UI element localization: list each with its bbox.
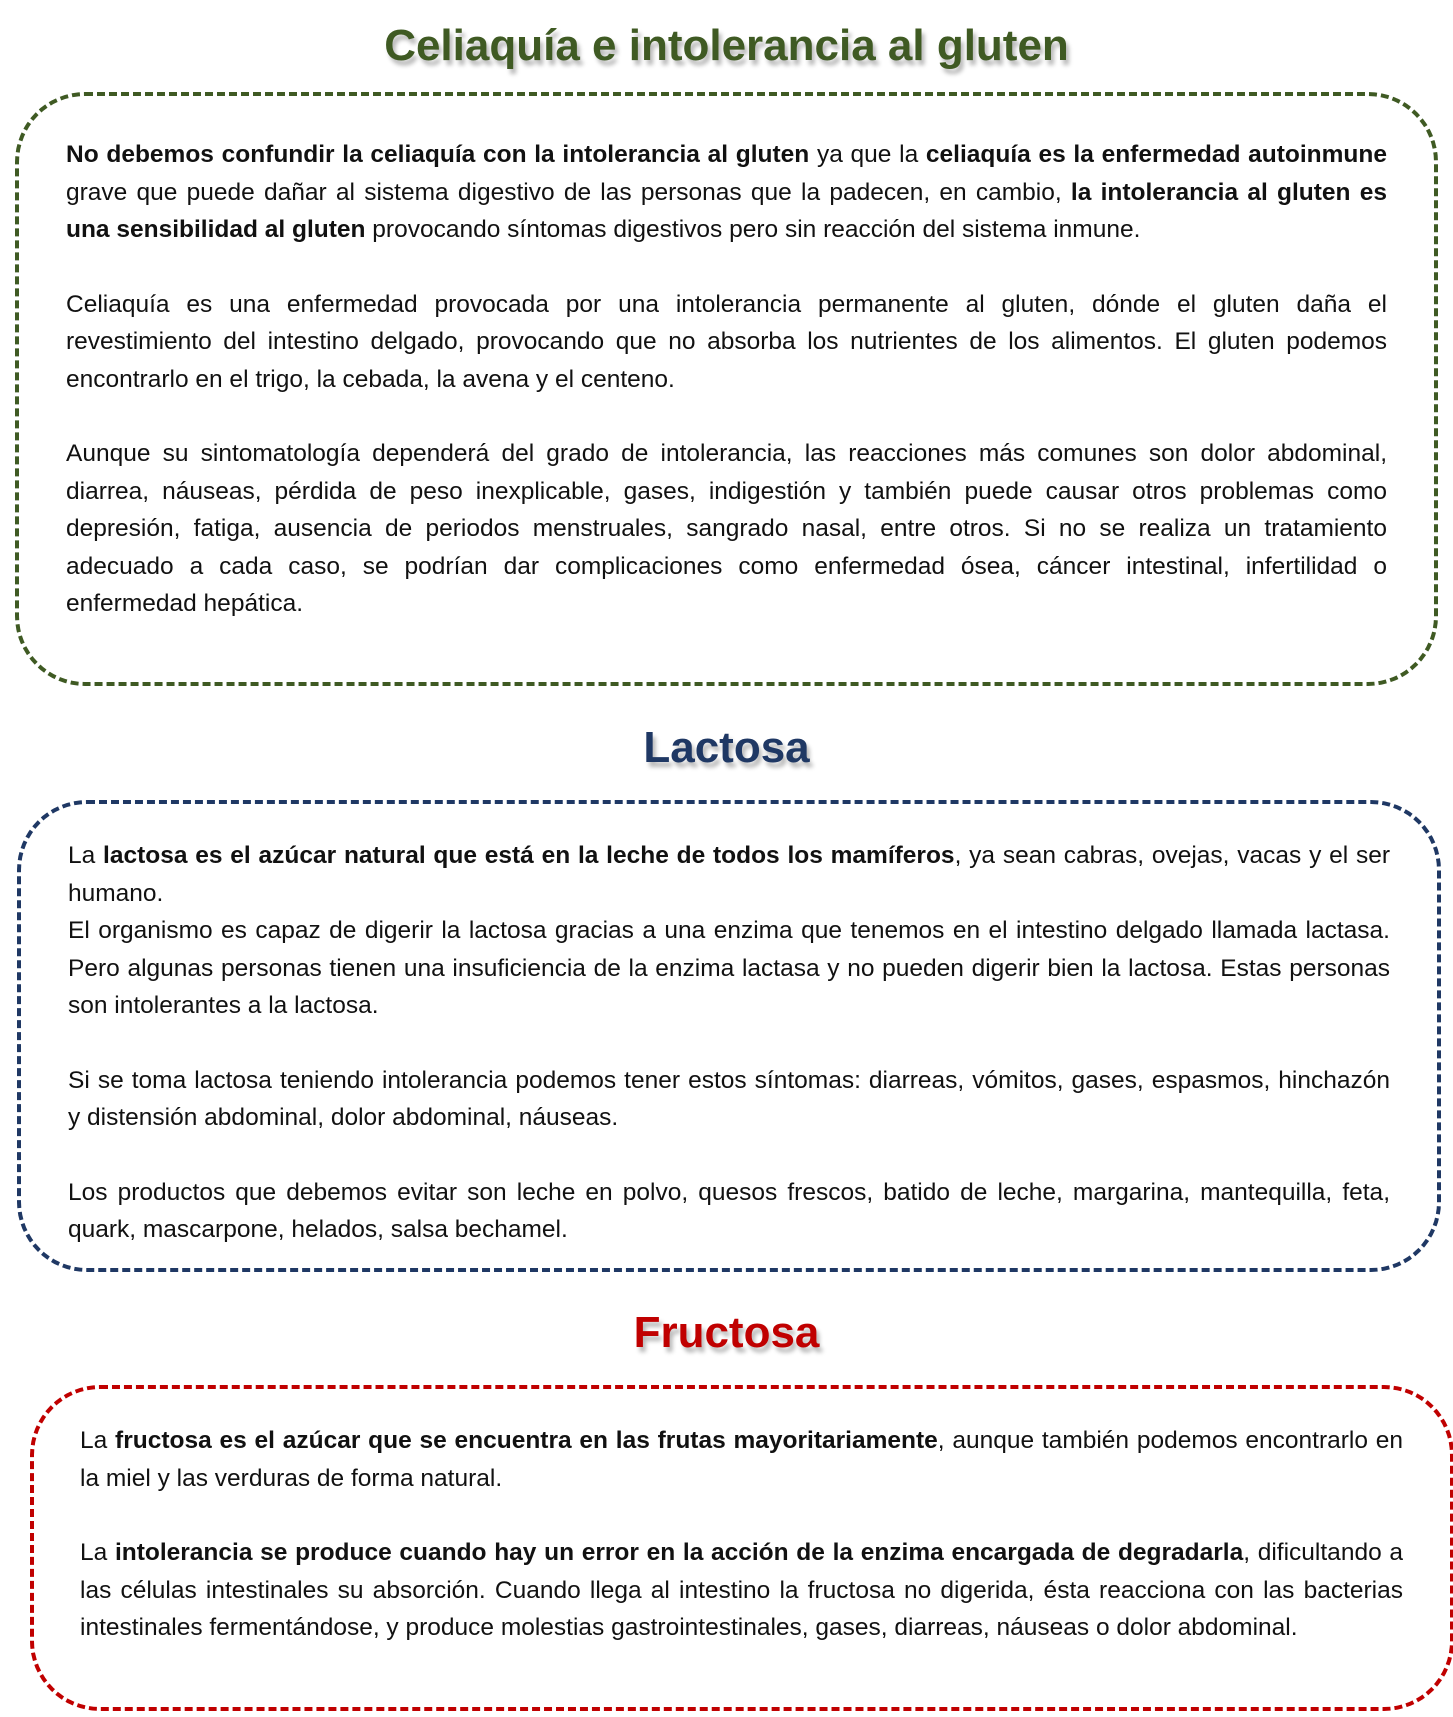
fructose-p1-bold-1: fructosa es el azúcar que se encuentra en las frutas mayoritariamente [115, 1427, 938, 1454]
fructose-section-title: Fructosa [633, 1308, 820, 1357]
fructose-p2-text-1: La [80, 1539, 115, 1566]
gluten-paragraph-3: Aunque su sintomatología dependerá del grado de intolerancia, las reacciones más comunes son dolor abdominal, diarrea, náuseas, pérdida de peso inexplicable, gases, indigestión y también puede causar otros problemas como depresión, fatiga, ausencia de periodos menstruales, sangrado nasal, entre otros. Si no se realiza un tratamiento adecuado a cada caso, se podrían dar complicaciones como enfermedad ósea, cáncer intestinal, infertilidad o enfermedad hepática. [66, 440, 1387, 617]
lactose-p1-bold-1: lactosa es el azúcar natural que está en la leche de todos los mamíferos [103, 842, 955, 869]
lactose-paragraph-2: El organismo es capaz de digerir la lactosa gracias a una enzima que tenemos en el intestino delgado llamada lactasa. Pero algunas personas tienen una insuficiencia de la enzima lactasa y no pueden digerir bien la lactosa. Estas personas son intolerantes a la lactosa. [68, 917, 1390, 1019]
gluten-p1-bold-1: No debemos confundir la celiaquía con la intolerancia al gluten [66, 141, 810, 168]
lactose-info-box [17, 800, 1441, 1272]
gluten-paragraph-1 [66, 136, 1387, 249]
gluten-p1-text-2: grave que puede dañar al sistema digestivo de las personas que la padecen, en cambio, [66, 178, 1071, 206]
gluten-p1-text-3: provocando síntomas digestivos pero sin reacción del sistema inmune. [365, 216, 1141, 243]
gluten-p1-bold-3: la intolerancia al gluten es una sensibilidad al gluten [66, 178, 1387, 243]
fructose-paragraph-1 [80, 1422, 1403, 1497]
fructose-p1-text-2: , aunque también podemos encontrarlo en la miel y las verduras de forma natural. [80, 1427, 1404, 1492]
gluten-p1-text-1: ya que la [809, 141, 926, 168]
fructose-info-box [30, 1385, 1453, 1711]
lactose-p1-text-1: La [68, 842, 104, 869]
gluten-info-box [15, 92, 1438, 686]
fructose-p2-bold-1: intolerancia se produce cuando hay un error en la acción de la enzima encargada de degradarla [114, 1539, 1244, 1566]
lactose-paragraph-4: Los productos que debemos evitar son leche en polvo, quesos frescos, batido de leche, margarina, mantequilla, feta, quark, mascarpone, helados, salsa bechamel. [68, 1178, 1390, 1243]
fructose-p2-text-2: , dificultando a las células intestinales su absorción. Cuando llega al intestino la fructosa no digerida, ésta reacciona con las bacterias intestinales fermentándose, y produce molestias gastrointestinales, gases, diarreas, náuseas o dolor abdominal. [80, 1539, 1404, 1641]
lactose-p1-text-2: , ya sean cabras, ovejas, vacas y el ser humano. [68, 842, 1390, 907]
fructose-paragraph-2 [80, 1534, 1403, 1647]
lactose-paragraph-1 [68, 837, 1390, 912]
gluten-paragraph-2: Celiaquía es una enfermedad provocada por una intolerancia permanente al gluten, dónde el gluten daña el revestimiento del intestino delgado, provocando que no absorba los nutrientes de los alimentos. El gluten podemos encontrarlo en el trigo, la cebada, la avena y el centeno. [66, 290, 1387, 393]
gluten-section-title: Celiaquía e intolerancia al gluten [384, 21, 1069, 70]
lactose-section-title: Lactosa [643, 723, 810, 772]
gluten-p1-bold-2: celiaquía es la enfermedad autoinmune [925, 141, 1387, 168]
fructose-p1-text-1: La [80, 1427, 116, 1454]
lactose-paragraph-3: Si se toma lactosa teniendo intolerancia podemos tener estos síntomas: diarreas, vómitos, gases, espasmos, hinchazón y distensión abdominal, dolor abdominal, náuseas. [68, 1066, 1390, 1131]
